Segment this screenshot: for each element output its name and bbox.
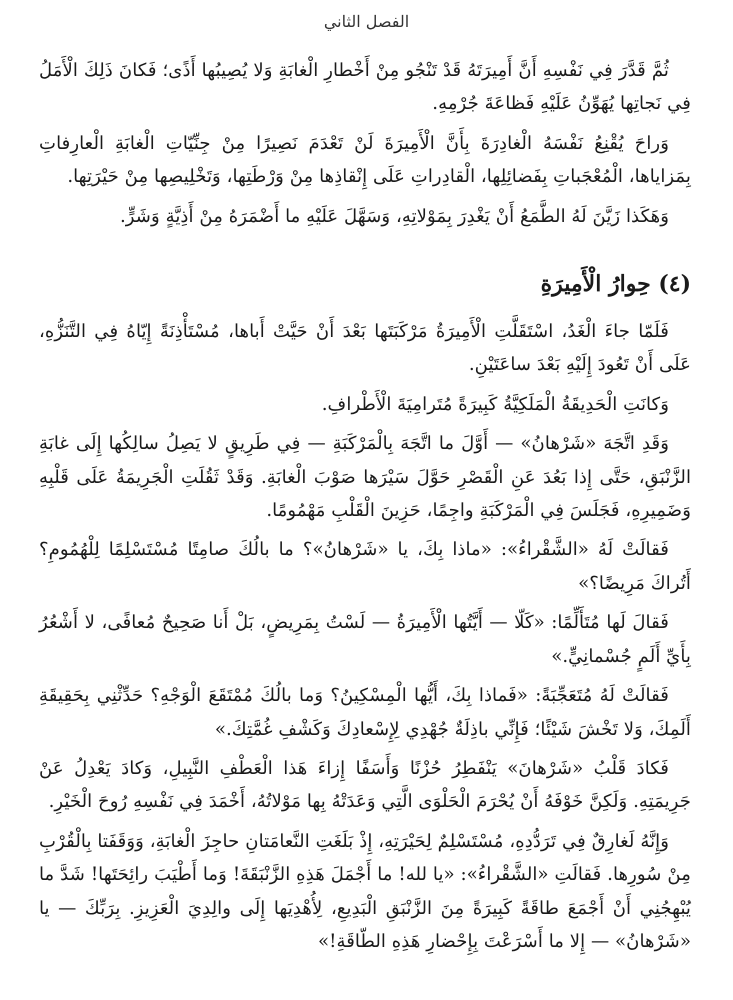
paragraph: ثُمَّ قَدَّرَ فِي نَفْسِهِ أَنَّ أَمِيرَتَهُ قَدْ تَنْجُو مِنْ أَخْطارِ الْغابَةِ وَلا يُصِيبُها أَذًى؛ فَكانَ ذَلِكَ الْأَمَلُ فِي نَجاتِها يُهَوِّنُ عَلَيْهِ فَظاعَةَ جُرْمِهِ. xyxy=(39,60,691,115)
paragraph: فَكادَ قَلْبُ «شَرْهانَ» يَنْفَطِرُ حُزْنًا وَأَسَفًا إِزاءَ هَذا الْعَطْفِ النَّبِيلِ، وَكادَ يَعْدِلُ عَنْ جَرِيمَتِهِ. وَلَكِنَّ خَوْفَهُ أَنْ يُحْرَمَ الْحَلْوَى الَّتِي وَعَدَتْهُ بِها مَوْلاتُهُ، أَخْمَدَ فِي نَفْسِهِ رُوحَ الْخَيْرِ. xyxy=(39,757,691,813)
running-header: الفصل الثاني xyxy=(323,12,410,31)
paragraph: فَقالَتْ لَهُ مُتَعَجِّبَةً: «فَماذا بِكَ، أَيُّها الْمِسْكِينُ؟ وَما بالُكَ مُمْتَقَعَ الْوَجْهِ؟ حَدِّثْنِي بِحَقِيقَةِ أَلَمِكَ، وَلا تَخْشَ شَيْئًا؛ فَإِنِّي باذِلَةٌ جُهْدِي لِإِسْعادِكَ وَكَشْفِ غُمَّتِكَ.» xyxy=(39,685,691,740)
paragraph: وَإِنَّهُ لَغارِقٌ فِي تَرَدُّدِهِ، مُسْتَسْلِمٌ لِحَيْرَتِهِ، إِذْ بَلَغَتِ النَّعامَتانِ حاجِزَ الْغابَةِ، وَوَقَفَتا بِالْقُرْبِ مِنْ سُورِها. فَقالَتِ «الشَّقْراءُ»: «يا لله! ما أَجْمَلَ هَذِهِ الزَّنْبَقَةَ! وَما أَطْيَبَ رائِحَتَها! شَدَّ ما يُبْهِجُنِي أَنْ أَجْمَعَ طاقَةً كَبِيرَةً مِنَ الزَّنْبَقِ الْبَدِيعِ، لِأُهْدِيَها إِلَى والِدِيَ الْعَزِيزِ. بِرَبِّكَ — يا «شَرْهانُ» — إِلا ما أَسْرَعْتَ بِإِحْضارِ هَذِهِ الطّاقَةِ!» xyxy=(39,830,691,952)
paragraph: وَكانَتِ الْحَدِيقَةُ الْمَلَكِيَّةُ كَبِيرَةً مُتَرامِيَةَ الْأَطْرافِ. xyxy=(321,393,669,415)
paragraph: وَراحَ يُقْنِعُ نَفْسَهُ الْغادِرَةَ بِأَنَّ الْأَمِيرَةَ لَنْ تَعْدَمَ نَصِيرًا مِنْ جِنِّيّاتِ الْغابَةِ الْعارِفاتِ بِمَزاياها، الْمُعْجَباتِ بِفَضائِلِها، الْقادِراتِ عَلَى إِنْقاذِها مِنْ وَرْطَتِها، وَتَخْلِيصِها مِنْ حَيْرَتِها. xyxy=(39,132,691,188)
paragraph: فَقالَ لَها مُتَأَلِّمًا: «كَلّا — أَيَّتُها الْأَمِيرَةُ — لَسْتُ بِمَرِيضٍ، بَلْ أَنا صَحِيحٌ مُعافًى، لا أَشْعُرُ بِأَيِّ أَلَمٍ جُسْمانِيٍّ.» xyxy=(39,612,691,667)
paragraph: فَلَمّا جاءَ الْغَدُ، اسْتَقَلَّتِ الْأَمِيرَةُ مَرْكَبَتَها بَعْدَ أَنْ حَيَّتْ أَباها، مُسْتَأْذِنَةً إِيّاهُ فِي التَّنَزُّهِ، عَلَى أَنْ تَعُودَ إِلَيْهِ بَعْدَ ساعَتَيْنِ. xyxy=(39,321,691,376)
paragraph: فَقالَتْ لَهُ «الشَّقْراءُ»: «ماذا بِكَ، يا «شَرْهانُ»؟ ما بالُكَ صامِتًا مُسْتَسْلِمًا لِلْهُمُومِ؟ أَتُراكَ مَرِيضًا؟» xyxy=(39,539,691,594)
paragraph: وَهَكَذا زَيَّنَ لَهُ الطَّمَعُ أَنْ يَغْدِرَ بِمَوْلاتِهِ، وَسَهَّلَ عَلَيْهِ ما أَضْمَرَهُ مِنْ أَذِيَّةٍ وَشَرٍّ. xyxy=(119,205,669,227)
body-text xyxy=(39,54,691,964)
section-heading: (٤) حِوارُ الْأَمِيرَةِ xyxy=(540,271,691,298)
paragraph: وَقَدِ اتَّجَهَ «شَرْهانُ» — أَوَّلَ ما اتَّجَهَ بِالْمَرْكَبَةِ — فِي طَرِيقٍ لا يَصِلُ سالِكُها إِلَى غابَةِ الزَّنْبَقِ، حَتَّى إِذا بَعُدَ عَنِ الْقَصْرِ حَوَّلَ سَيْرَها صَوْبَ الْغابَةِ. وَقَدْ ثَقُلَتِ الْجَرِيمَةُ عَلَى قَلْبِهِ وَضَمِيرِهِ، فَجَلَسَ فِي الْمَرْكَبَةِ واجِمًا، حَزِينَ الْقَلْبِ مَهْمُومًا. xyxy=(39,433,691,522)
